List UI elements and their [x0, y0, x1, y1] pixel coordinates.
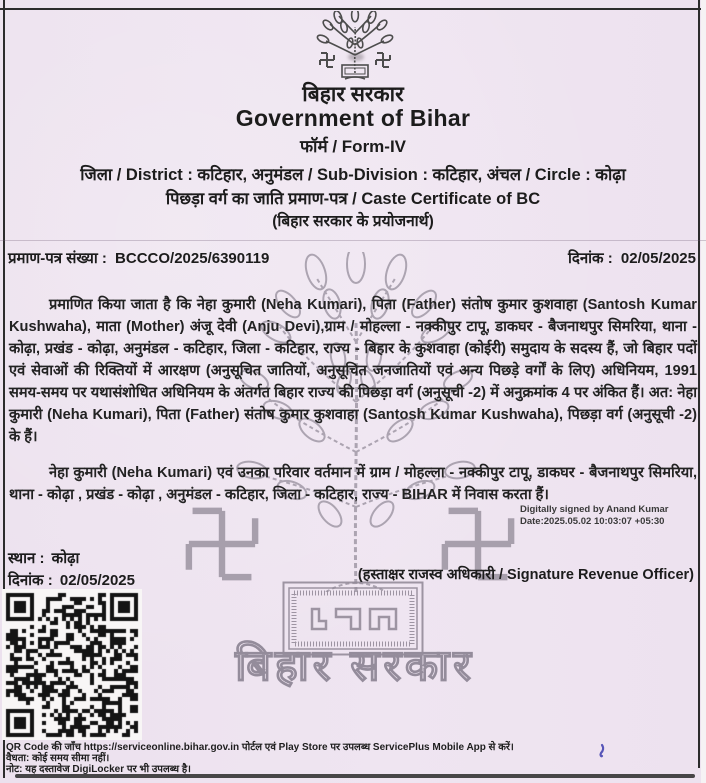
signature-officer-label: (हस्ताक्षर राजस्व अधिकारी / Signature Revenue Officer)	[357, 567, 694, 583]
certificate-paragraph-2: नेहा कुमारी (Neha Kumari) एवं उनका परिवार वर्तमान में ग्राम / मोहल्ला - नक्कीपुर टापू, डाकघर - बैजनाथपुर सिमरिया, थाना - कोढ़ा , प्रखंड - कोढ़ा , अनुमंडल - कटिहार, जिला - कटिहार, राज्य - BIHAR में निवास करता हैं।	[9, 465, 697, 503]
digital-signature-line1: Digitally signed by Anand Kumar	[520, 504, 669, 515]
digital-signature-block	[520, 504, 669, 528]
footer-note-2: वैधता: कोई समय सीमा नहीं।	[6, 753, 110, 764]
border-top-line	[0, 8, 706, 10]
place-value: कोढ़ा	[51, 550, 80, 567]
watermark-seal-text: बिहार सरकार	[235, 642, 475, 690]
certificate-paragraph-1: प्रमाणित किया जाता है कि नेहा कुमारी (Neha Kumari), पिता (Father) संतोष कुमार कुशवाहा (Santosh Kumar Kushwaha), माता (Mother) अंजू देवी (Anju Devi),ग्राम / मोहल्ला - नक्कीपुर टापू, डाकघर - बैजनाथपुर सिमरिया, थाना - कोढ़ा, प्रखंड - कोढ़ा, अनुमंडल - कटिहार, जिला - कटिहार, राज्य - बिहार के कुशवाहा (कोईरी) समुदाय के सदस्य हैं, जो बिहार पदों एवं सेवाओं की रिक्तियों में आरक्षण (अनुसूचित जातियों, अनुसूचित जनजातियों एवं अन्य पिछड़े वर्गों के लिए) अधिनियम, 1991 समय-समय पर यथासंशोधित अधिनियम के अंतर्गत बिहार राज्य की पिछड़ा वर्ग (अनुसूची -2) में अनुक्रमांक 4 पर अंकित हैं। अत: नेहा कुमारी (Neha Kumari), पिता (Father) संतोष कुमार कुशवाहा (Santosh Kumar Kushwaha), पिछड़ा वर्ग (अनुसूची -2) के हैं।	[9, 297, 697, 445]
issue-date-value: 02/05/2025	[620, 250, 696, 267]
bihar-emblem-icon	[300, 11, 410, 83]
footer-notes	[6, 742, 606, 775]
certificate-type-line: पिछड़ा वर्ग का जाति प्रमाण-पत्र / Caste Certificate of BC	[165, 190, 541, 208]
ink-mark-icon	[596, 743, 608, 764]
fold-line	[0, 240, 706, 241]
date-value: 02/05/2025	[59, 572, 135, 589]
qr-code	[2, 589, 142, 740]
footer-note-1: QR Code की जाँच https://serviceonline.bihar.gov.in पोर्टल एवं Play Store पर उपलब्ध ServicePlus Mobile App से करें।	[6, 742, 514, 753]
purpose-line: (बिहार सरकार के प्रयोजनार्थ)	[272, 213, 434, 230]
digital-signature-line2: Date:2025.05.02 10:03:07 +05:30	[520, 516, 665, 527]
district-line: जिला / District : कटिहार, अनुमंडल / Sub-Division : कटिहार, अंचल / Circle : कोढ़ा	[80, 166, 626, 184]
date-line	[8, 570, 135, 590]
footer-note-3: नोट: यह दस्तावेज DigiLocker पर भी उपलब्ध है।	[6, 764, 191, 775]
form-label: फॉर्म / Form-IV	[299, 137, 407, 156]
place-line	[8, 548, 79, 568]
page-title-hindi: बिहार सरकार	[302, 83, 404, 106]
certificate-number-value: BCCCO/2025/6390119	[115, 250, 270, 267]
certificate-number-label: प्रमाण-पत्र संख्या :	[8, 250, 107, 267]
place-label: स्थान :	[8, 550, 45, 567]
date-label: दिनांक :	[8, 572, 53, 589]
certificate-body	[9, 294, 697, 520]
certificate-number-row	[8, 248, 698, 268]
page-title-english: Government of Bihar	[235, 105, 471, 131]
issue-date-label: दिनांक :	[568, 250, 613, 267]
scan-smudge	[348, 53, 364, 61]
